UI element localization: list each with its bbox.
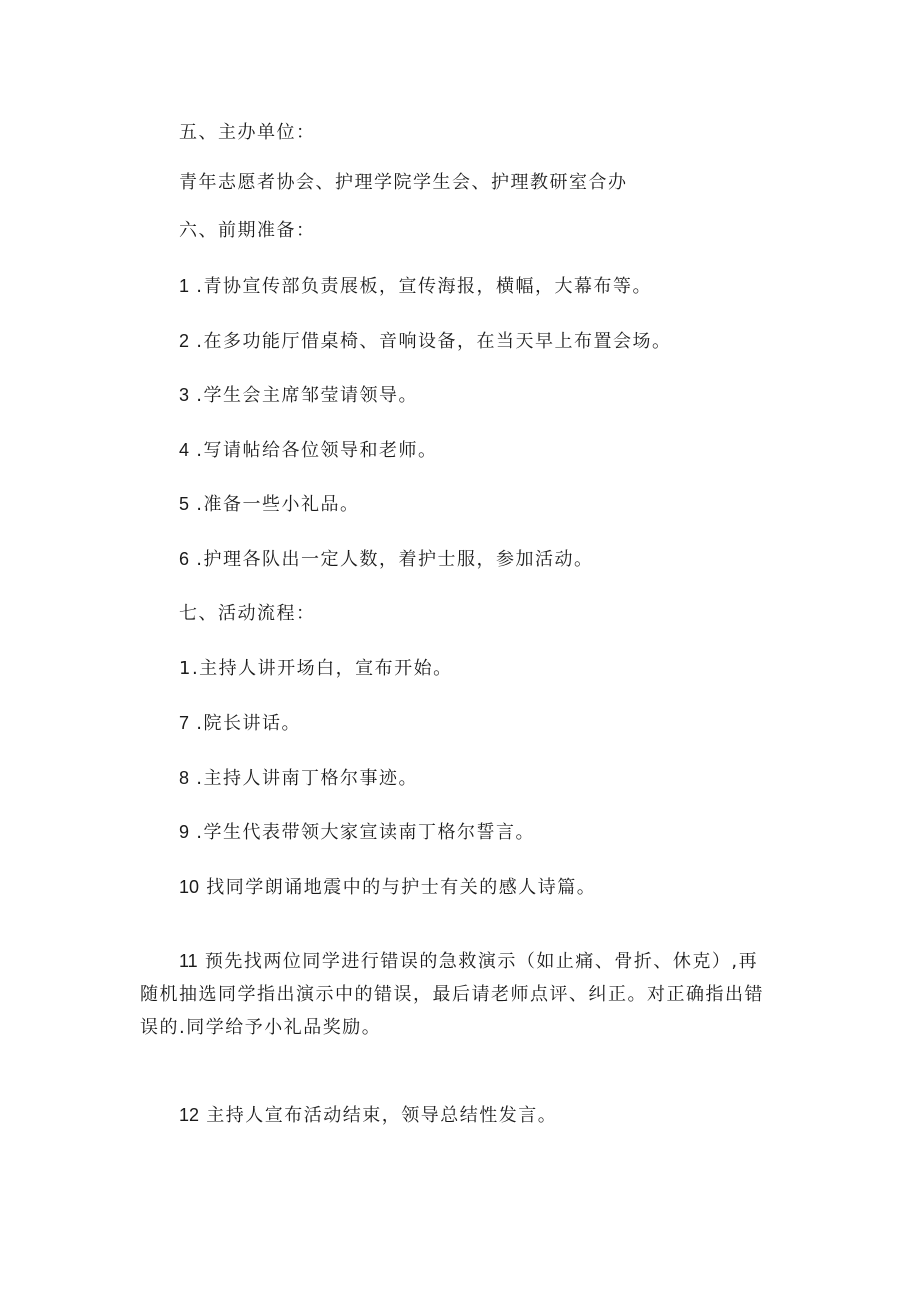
prep-item-5: 5 .准备一些小礼品。 bbox=[179, 494, 360, 515]
section6-heading: 六、前期准备： bbox=[179, 220, 316, 241]
flow-item-12: 12 主持人宣布活动结束，领导总结性发言。 bbox=[179, 1105, 558, 1126]
section7-heading: 七、活动流程： bbox=[179, 603, 316, 624]
flow-item-1: 1.主持人讲开场白，宣布开始。 bbox=[179, 658, 453, 679]
flow-item-11-line-1: 11 预先找两位同学进行错误的急救演示（如止痛、骨折、休克）,再 bbox=[179, 951, 759, 972]
prep-item-6: 6 .护理各队出一定人数，着护士服，参加活动。 bbox=[179, 549, 594, 570]
flow-item-7: 7 .院长讲话。 bbox=[179, 713, 301, 734]
prep-item-4: 4 .写请帖给各位领导和老师。 bbox=[179, 440, 438, 461]
flow-item-11 bbox=[140, 945, 790, 1044]
section5-heading: 五、主办单位： bbox=[179, 122, 316, 143]
prep-item-1: 1 .青协宣传部负责展板，宣传海报，横幅，大幕布等。 bbox=[179, 276, 652, 297]
prep-item-2: 2 .在多功能厅借桌椅、音响设备，在当天早上布置会场。 bbox=[179, 331, 672, 352]
flow-item-8: 8 .主持人讲南丁格尔事迹。 bbox=[179, 768, 418, 789]
flow-item-11-line-2: 随机抽选同学指出演示中的错误，最后请老师点评、纠正。对正确指出错 bbox=[140, 984, 764, 1005]
prep-item-3: 3 .学生会主席邹莹请领导。 bbox=[179, 385, 418, 406]
flow-item-10: 10 找同学朗诵地震中的与护士有关的感人诗篇。 bbox=[179, 877, 597, 898]
flow-item-11-line-3: 误的.同学给予小礼品奖励。 bbox=[140, 1017, 382, 1038]
section5-body: 青年志愿者协会、护理学院学生会、护理教研室合办 bbox=[179, 172, 628, 193]
flow-item-9: 9 .学生代表带领大家宣读南丁格尔誓言。 bbox=[179, 822, 535, 843]
